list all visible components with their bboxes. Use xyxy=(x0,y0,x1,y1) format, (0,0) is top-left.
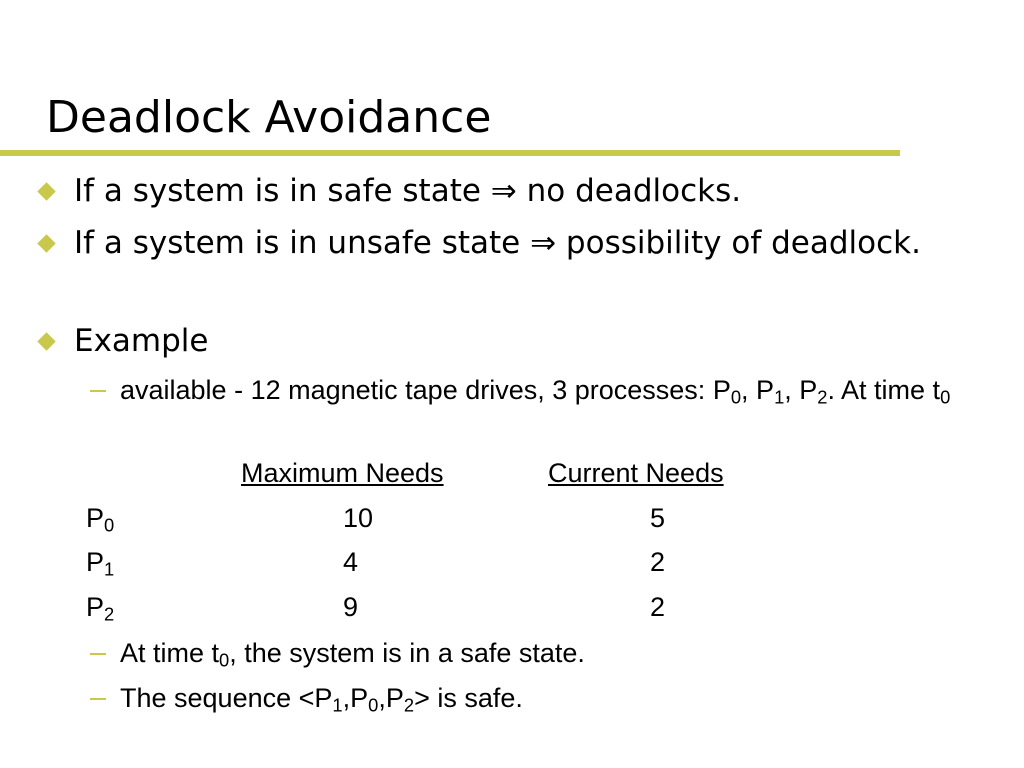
dash-bullet-icon xyxy=(90,698,106,700)
sub-bullet-sequence xyxy=(90,679,1010,717)
max-needs-value: 9 xyxy=(343,592,359,622)
bullet-text: If a system is in unsafe state ⇒ possibility of deadlock. xyxy=(74,225,921,261)
sub-bullet-available xyxy=(90,371,1010,409)
bullet-safe-state xyxy=(40,168,980,214)
diamond-bullet-icon xyxy=(37,332,55,350)
max-needs-value: 10 xyxy=(343,503,374,533)
implies-arrow: ⇒ xyxy=(490,173,517,209)
max-needs-value: 4 xyxy=(343,547,359,577)
header-maximum-needs: Maximum Needs xyxy=(241,458,444,488)
process-label: $P_1$ xyxy=(86,547,115,580)
dash-bullet-icon xyxy=(90,390,106,392)
title-underline xyxy=(0,150,900,156)
current-needs-value: 2 xyxy=(650,547,666,577)
bullet-unsafe-state xyxy=(40,220,980,266)
sub-bullet-text: At time $t_0$, the system is in a safe state. xyxy=(120,638,585,671)
sub-bullet-text: The sequence $<P_1,P_0,P_2>$ is safe. xyxy=(120,683,523,716)
dash-bullet-icon xyxy=(90,653,106,655)
sub-bullet-safe-state xyxy=(90,634,1010,672)
current-needs-value: 5 xyxy=(650,503,666,533)
bullet-text: Example xyxy=(74,323,209,359)
slide-title: Deadlock Avoidance xyxy=(46,92,492,143)
process-label: $P_0$ xyxy=(86,503,115,536)
bullet-example xyxy=(40,318,980,364)
process-label: $P_2$ xyxy=(86,592,115,625)
diamond-bullet-icon xyxy=(37,234,55,252)
bullet-text: If a system is in safe state ⇒ no deadlocks. xyxy=(74,173,742,209)
current-needs-value: 2 xyxy=(650,592,666,622)
diamond-bullet-icon xyxy=(37,182,55,200)
implies-arrow: ⇒ xyxy=(530,225,557,261)
sub-bullet-text: available - 12 magnetic tape drives, 3 processes: $P_0$, $P_1$, $P_2$. At time $t_0$ xyxy=(120,375,951,408)
header-current-needs: Current Needs xyxy=(548,458,724,488)
